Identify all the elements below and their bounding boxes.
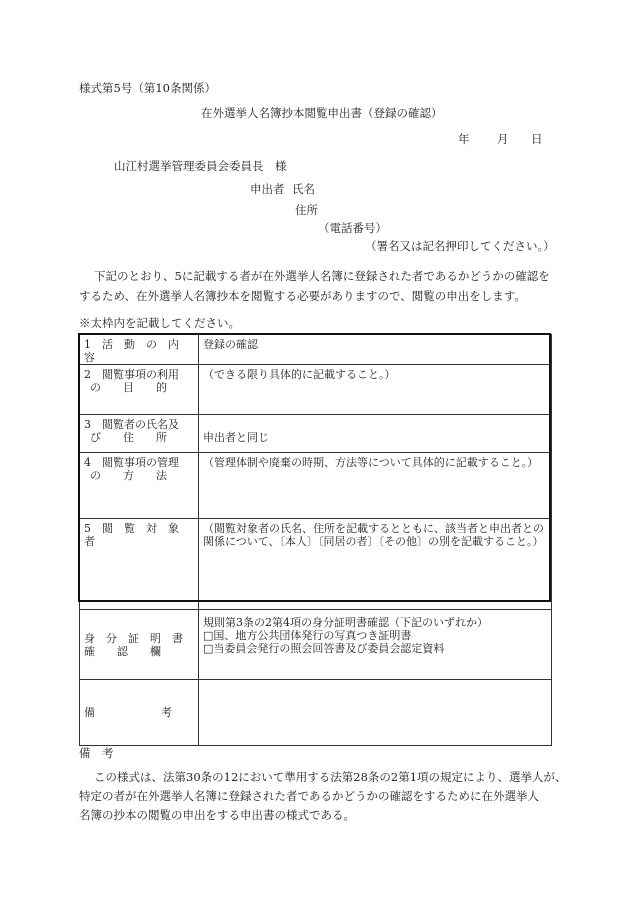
row-activity (80, 335, 552, 365)
purpose-value-cell[interactable] (199, 365, 552, 415)
instruction-note: ※太枠内を記載してください。 (79, 316, 240, 330)
date-day-label: 日 (531, 132, 543, 146)
purpose-label-line-2: の 目 的 (90, 381, 167, 394)
body-line-2: するため、在外選挙人名簿抄本を閲覧する必要がありますので、閲覧の申出をします。 (79, 289, 526, 303)
row-purpose (80, 365, 552, 415)
target-label-cell (80, 519, 199, 610)
target-label: 5 閲 覧 対 象 者 (84, 522, 190, 548)
notes-line-3: 名簿の抄本の閲覧の申出をする申出書の様式である。 (79, 808, 355, 822)
addressee: 山江村選挙管理委員会委員長 様 (114, 159, 287, 173)
row-id-check (80, 610, 552, 680)
row-target (80, 519, 552, 610)
activity-value: 登録の確認 (203, 338, 258, 351)
purpose-label-cell (80, 365, 199, 415)
applicant-label: 申出者 (250, 182, 285, 196)
form-title: 在外選挙人名簿抄本閲覧申出書（登録の確認） (201, 106, 443, 120)
viewer-label-cell (80, 415, 199, 453)
management-label-line-1: 4 閲覧事項の管理 (84, 456, 179, 469)
viewer-label-line-1: 3 閲覧者の氏名及 (84, 418, 179, 431)
application-table (79, 334, 552, 746)
id-check-option-photo-id[interactable]: □国、地方公共団体発行の写真つき証明書 (203, 629, 412, 642)
management-label-cell (80, 453, 199, 519)
activity-value-cell[interactable] (199, 335, 552, 365)
notes-line-1: この様式は、法第30条の12において準用する法第28条の2第1項の規定により、選挙人が、 (94, 770, 567, 784)
date-year-label: 年 (458, 132, 470, 146)
target-hint: （閲覧対象者の氏名、住所を記載するとともに、該当者と申出者との関係について、〔本人〕〔同居の者〕〔その他〕の別を記載すること。） (203, 522, 544, 548)
id-check-label-cell (80, 610, 199, 680)
id-check-label-line-2: 確 認 欄 (84, 644, 161, 658)
activity-label: 1 活 動 の 内 容 (84, 338, 190, 364)
purpose-hint: （できる限り具体的に記載すること。） (203, 368, 396, 381)
row-viewer (80, 415, 552, 453)
management-label-line-2: の 方 法 (90, 469, 167, 482)
id-check-label-line-1: 身 分 証 明 書 (84, 631, 183, 645)
purpose-label-line-1: 2 閲覧事項の利用 (84, 368, 179, 381)
management-hint: （管理体制や廃棄の時期、方法等について具体的に記載すること。） (203, 456, 539, 469)
name-label: 氏名 (292, 182, 315, 196)
id-check-option-committee-docs[interactable]: □当委員会発行の照会回答書及び委員会認定資料 (203, 642, 445, 655)
date-month-label: 月 (497, 132, 509, 146)
management-value-cell[interactable] (199, 453, 552, 519)
body-line-1: 下記のとおり、5に記載する者が在外選挙人名簿に登録された者であるかどうかの確認を (94, 269, 550, 283)
notes-line-2: 特定の者が在外選挙人名簿に登録された者であるかどうかの確認をするために在外選挙人 (79, 789, 539, 803)
activity-label-cell (80, 335, 199, 365)
viewer-value-cell[interactable] (199, 415, 552, 453)
target-value-cell[interactable] (199, 519, 552, 610)
signature-note: （署名又は記名押印してください。） (365, 239, 555, 253)
row-management (80, 453, 552, 519)
remarks-label: 備 考 (84, 706, 172, 719)
viewer-value: 申出者と同じ (203, 431, 269, 444)
form-number: 様式第5号（第10条関係） (79, 81, 216, 95)
row-remarks (80, 680, 552, 746)
id-check-heading: 規則第3条の2第4項の身分証明書確認（下記のいずれか） (203, 616, 488, 629)
address-label: 住所 (295, 203, 318, 217)
id-check-value-cell (199, 610, 552, 680)
phone-label: （電話番号） (318, 221, 387, 235)
remarks-value-cell[interactable] (199, 680, 552, 746)
remarks-label-cell (80, 680, 199, 746)
viewer-label-line-2: び 住 所 (90, 431, 167, 444)
notes-heading: 備 考 (79, 746, 114, 760)
